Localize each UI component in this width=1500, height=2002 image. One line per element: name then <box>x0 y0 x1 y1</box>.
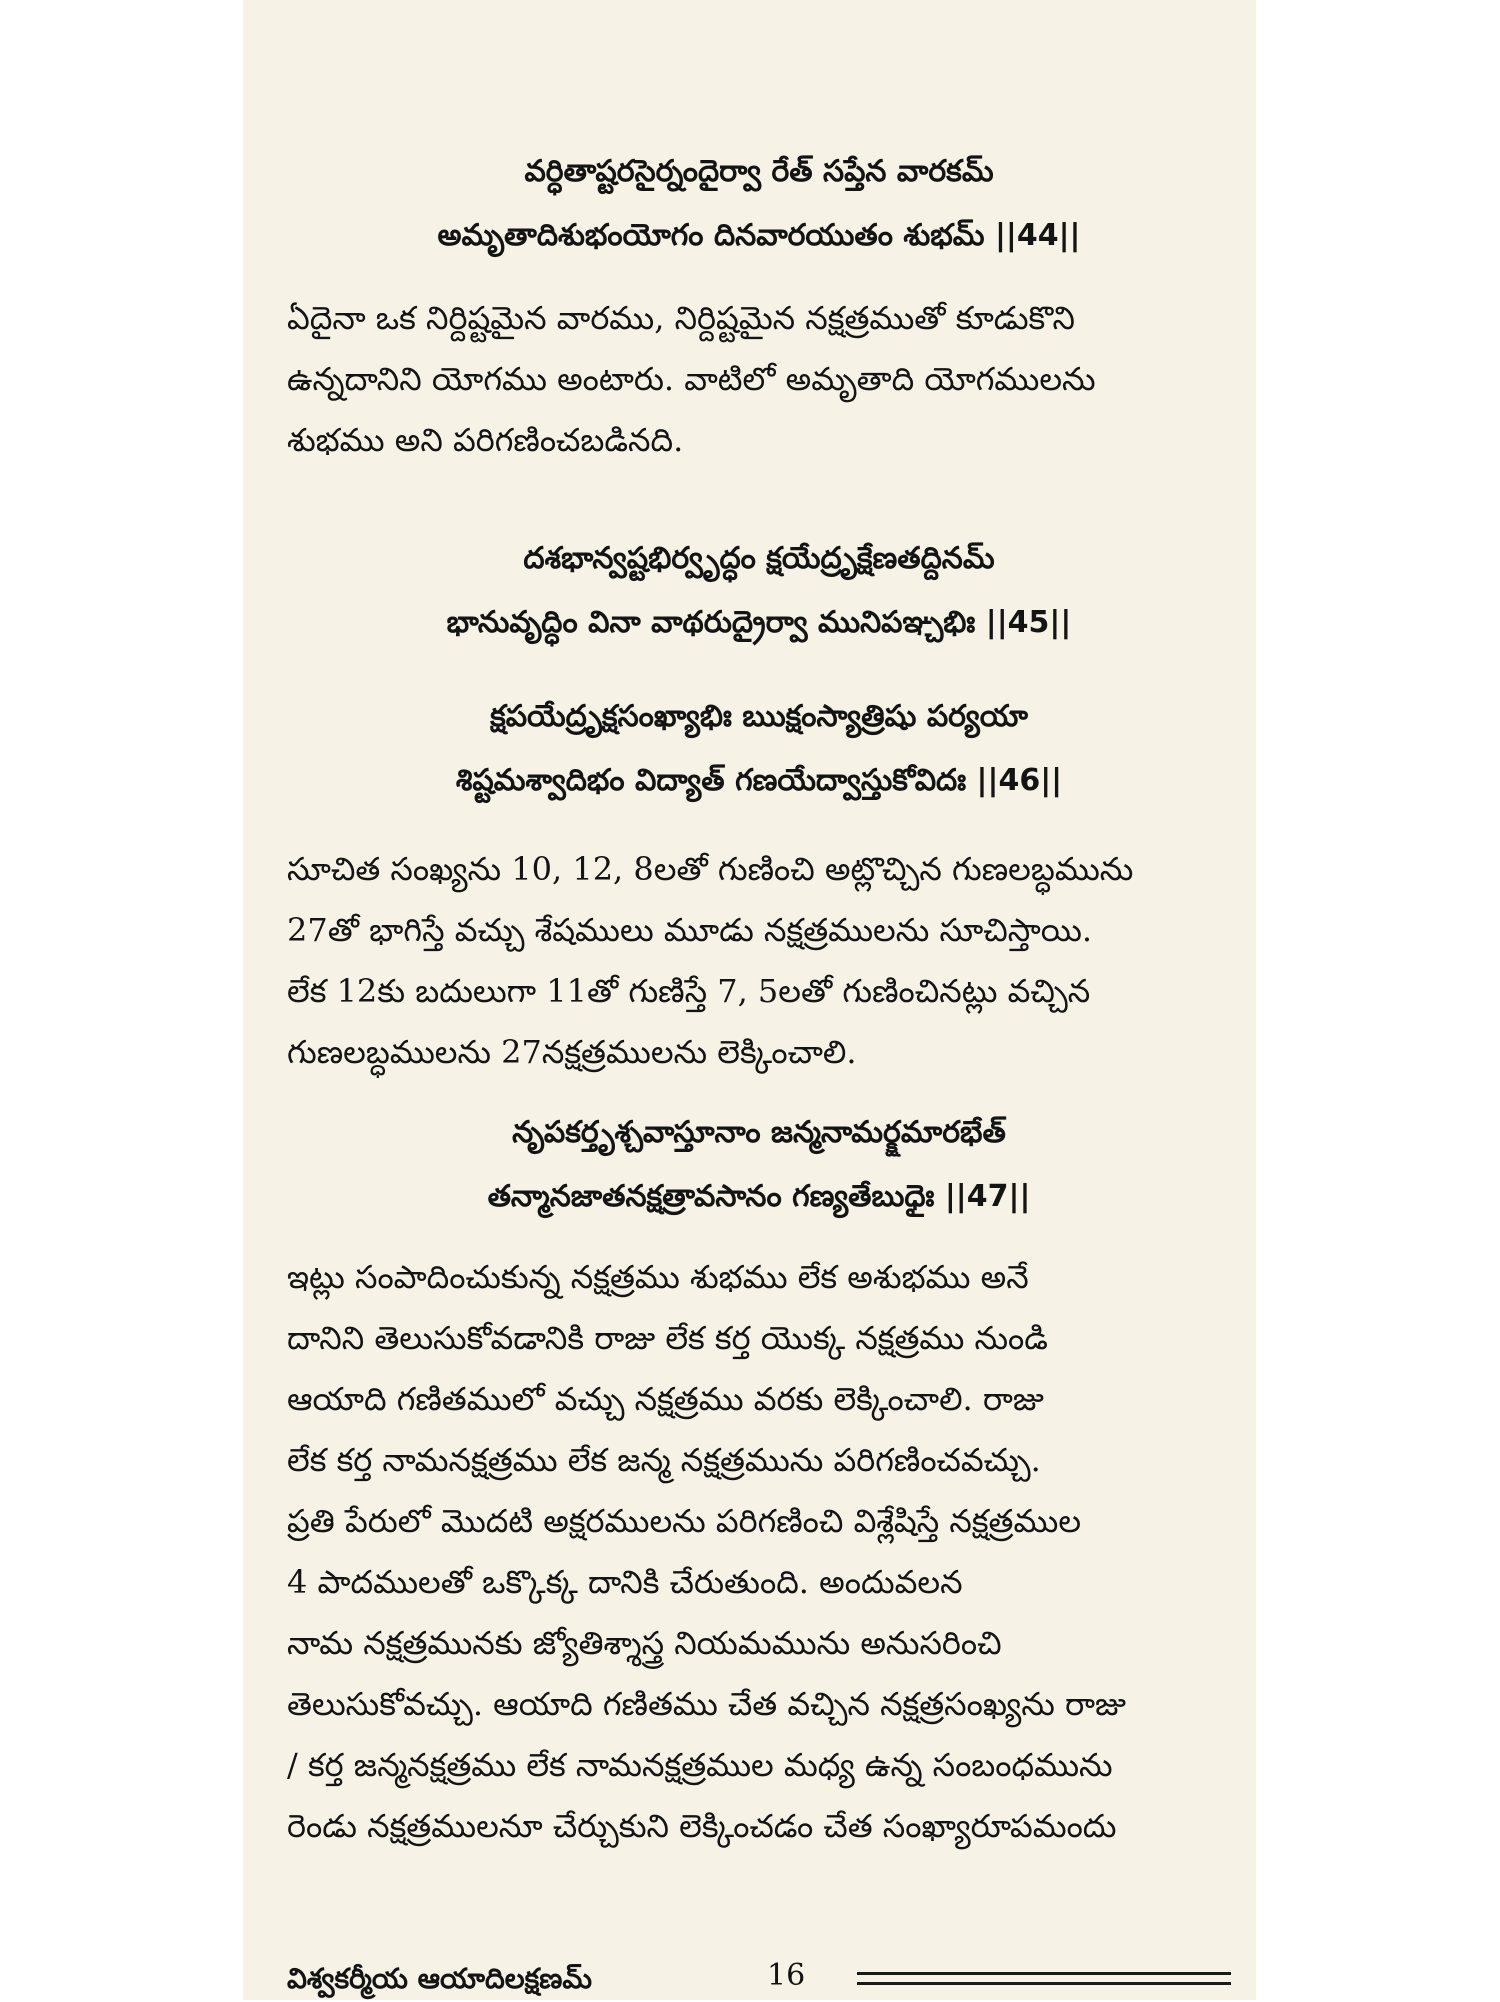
verse-line: భానువృద్ధిం వినా వాథరుద్రైర్వా మునిపఞ్చభిః ||45|| <box>446 605 1072 640</box>
page-content <box>287 140 1231 1857</box>
paragraph-line: లేక 12కు బదులుగా 11తో గుణిస్తే 7, 5లతో గుణించినట్లు వచ్చిన <box>287 972 1091 1010</box>
paragraph-line: రెండు నక్షత్రములనూ చేర్చుకుని లెక్కించడం చేత సంఖ్యారూపమందు <box>287 1807 1117 1845</box>
verse-line: వర్ధితాష్టరసైర్నందైర్వా రేత్ సప్తేన వారకమ్ <box>524 154 994 189</box>
paragraph-line: తెలుసుకోవచ్చు. ఆయాది గణితము చేత వచ్చిన నక్షత్రసంఖ్యను రాజు <box>287 1685 1126 1723</box>
paragraph-line: శుభము అని పరిగణించబడినది. <box>287 421 684 459</box>
paragraph-line: లేక కర్త నామనక్షత్రము లేక జన్మ నక్షత్రమును పరిగణించవచ్చు. <box>287 1441 1041 1479</box>
paragraph-line: ఇట్లు సంపాదించుకున్న నక్షత్రము శుభము లేక అశుభము అనే <box>287 1258 1029 1296</box>
paragraph-line: ఉన్నదానిని యోగము అంటారు. వాటిలో అమృతాది యోగములను <box>287 360 1096 398</box>
verse-line: నృపకర్తృశ్చవాస్తూనాం జన్మనామర్క్షమారభేత్ <box>512 1115 1006 1150</box>
paragraph-line: దానిని తెలుసుకోవడానికి రాజు లేక కర్త యొక్క నక్షత్రము నుండి <box>287 1319 1048 1357</box>
paragraph-line: గుణలబ్ధములను 27నక్షత్రములను లెక్కించాలి. <box>287 1033 857 1071</box>
commentary-paragraph <box>287 1247 1231 1857</box>
page-footer <box>287 1958 1231 1996</box>
verse-line: దశభాన్వష్టభిర్వృద్ధం క్షయేద్రృక్షేణతద్దినమ్ <box>523 541 995 576</box>
book-page <box>243 0 1256 2000</box>
footer-rule <box>857 1972 1231 1975</box>
page-number: 16 <box>767 1958 806 1993</box>
paragraph-line: సూచిత సంఖ్యను 10, 12, 8లతో గుణించి అట్లొచ్చిన గుణలబ్ధమును <box>287 850 1134 888</box>
paragraph-line: / కర్త జన్మనక్షత్రము లేక నామనక్షత్రముల మధ్య ఉన్న సంబంధమును <box>287 1746 1113 1784</box>
verse-line: శిష్టమశ్వాదిభం విద్యాత్ గణయేద్వాస్తుకోవిదః ||46|| <box>455 763 1063 798</box>
commentary-paragraph <box>287 839 1231 1083</box>
footer-rule <box>857 1982 1231 1985</box>
paragraph-line: ప్రతి పేరులో మొదటి అక్షరములను పరిగణించి విశ్లేషిస్తే నక్షత్రముల <box>287 1502 1082 1540</box>
paragraph-line: 4 పాదములతో ఒక్కొక్క దానికి చేరుతుంది. అందువలన <box>287 1563 963 1601</box>
paragraph-line: 27తో భాగిస్తే వచ్చు శేషములు మూడు నక్షత్రములను సూచిస్తాయి. <box>287 911 1093 949</box>
paragraph-line: ఏదైనా ఒక నిర్దిష్టమైన వారము, నిర్దిష్టమైన నక్షత్రముతో కూడుకొని <box>287 299 1075 337</box>
commentary-paragraph <box>287 288 1231 471</box>
paragraph-line: ఆయాది గణితములో వచ్చు నక్షత్రము వరకు లెక్కించాలి. రాజు <box>287 1380 1044 1418</box>
paragraph-line: నామ నక్షత్రమునకు జ్యోతిశ్శాస్త్ర నియమమును అనుసరించి <box>287 1624 1002 1662</box>
verse-47 <box>287 1101 1231 1229</box>
book-title: విశ్వకర్మీయ ఆయాదిలక్షణమ్ <box>287 1962 592 1995</box>
verse-line: క్షపయేద్రృక్షసంఖ్యాభిః ఋక్షంస్యాత్రిషు పర్యయా <box>490 699 1028 734</box>
verse-line: తన్మానజాతనక్షత్రావసానం గణ్యతేబుధైః ||47|| <box>487 1179 1031 1214</box>
verse-45 <box>287 527 1231 655</box>
verse-44 <box>287 140 1231 268</box>
verse-line: అమృతాదిశుభంయోగం దినవారయుతం శుభమ్ ||44|| <box>437 218 1081 253</box>
verse-46 <box>287 685 1231 813</box>
